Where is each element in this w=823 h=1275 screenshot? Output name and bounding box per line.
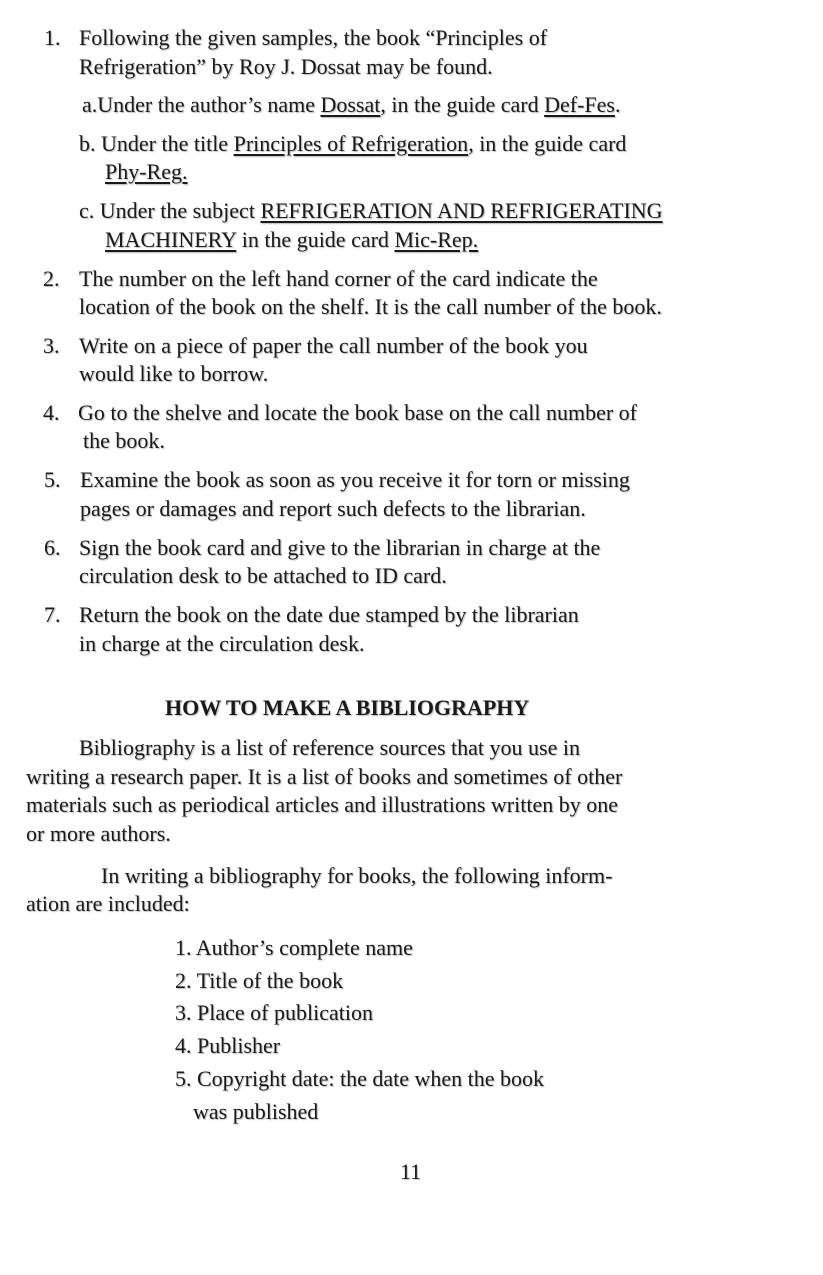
sub-item-b [79, 130, 626, 158]
list-number: 1. [44, 25, 61, 50]
guide-card-phy-reg: Phy-Reg. [105, 159, 188, 184]
info-list-item: was published [193, 1099, 319, 1124]
page-number: 11 [400, 1159, 422, 1184]
info-list-item: 5. Copyright date: the date when the book [175, 1066, 545, 1091]
sub-item-c-cont [105, 226, 478, 254]
list-item-line: Sign the book card and give to the librarian in charge at the [79, 535, 601, 560]
sub-item-b-text: , in the guide card [468, 131, 627, 156]
list-item-line: location of the book on the shelf. It is the call number of the book. [79, 294, 662, 319]
info-list-item: 3. Place of publication [175, 1000, 373, 1025]
list-item-line: The number on the left hand corner of the card indicate the [79, 266, 598, 291]
info-list-item: 1. Author’s complete name [175, 935, 413, 960]
subject-underlined-cont: MACHINERY [105, 227, 237, 252]
sub-item-c-text: in the guide card [236, 227, 395, 252]
sub-item-b-text: b. Under the title [79, 131, 234, 156]
guide-card-def-fes: Def-Fes [544, 92, 615, 117]
list-item-line: Return the book on the date due stamped by the librarian [79, 602, 579, 627]
list-item-line: in charge at the circulation desk. [79, 631, 365, 656]
list-item-line: Examine the book as soon as you receive it for torn or missing [80, 467, 630, 492]
list-number: 6. [44, 535, 61, 560]
info-list-item: 4. Publisher [175, 1033, 281, 1058]
paragraph-line: Bibliography is a list of reference sources that you use in [79, 735, 580, 760]
sub-item-a-label: a. [82, 92, 98, 117]
list-item-line: Go to the shelve and locate the book base on the call number of [78, 400, 637, 425]
paragraph-line: materials such as periodical articles and illustrations written by one [26, 792, 618, 817]
list-item-line: pages or damages and report such defects to the librarian. [80, 496, 586, 521]
list-number: 5. [44, 467, 61, 492]
paragraph-line: ation are included: [26, 891, 190, 916]
list-item-line: would like to borrow. [79, 361, 269, 386]
sub-item-a-text: , in the guide card [380, 92, 545, 117]
sub-item-b-cont [105, 158, 188, 186]
paragraph-line: or more authors. [26, 821, 171, 846]
list-number: 3. [43, 333, 60, 358]
author-name-link: Dossat [320, 92, 381, 117]
sub-item-a [82, 91, 620, 119]
list-number: 4. [43, 400, 60, 425]
info-list-item: 2. Title of the book [175, 968, 344, 993]
book-title-underlined: Principles of Refrigeration [233, 131, 469, 156]
section-heading: HOW TO MAKE A BIBLIOGRAPHY [165, 695, 530, 720]
sub-item-a-text: Under the author’s name [97, 92, 321, 117]
list-item-line: the book. [83, 428, 165, 453]
sub-item-c [79, 197, 663, 225]
paragraph-line: In writing a bibliography for books, the following inform- [101, 863, 613, 888]
list-number: 2. [43, 266, 60, 291]
list-item-line: Following the given samples, the book “Principles of [79, 25, 548, 50]
subject-underlined: REFRIGERATION AND REFRIGERATING [260, 198, 663, 223]
list-item-line: circulation desk to be attached to ID card. [79, 563, 447, 588]
list-number: 7. [44, 602, 61, 627]
list-item-line: Refrigeration” by Roy J. Dossat may be found. [79, 54, 493, 79]
sub-item-c-text: c. Under the subject [79, 198, 261, 223]
paragraph-line: writing a research paper. It is a list of books and sometimes of other [26, 764, 623, 789]
list-item-line: Write on a piece of paper the call number of the book you [79, 333, 588, 358]
guide-card-mic-rep: Mic-Rep. [394, 227, 479, 252]
sub-item-a-text: . [614, 92, 621, 117]
